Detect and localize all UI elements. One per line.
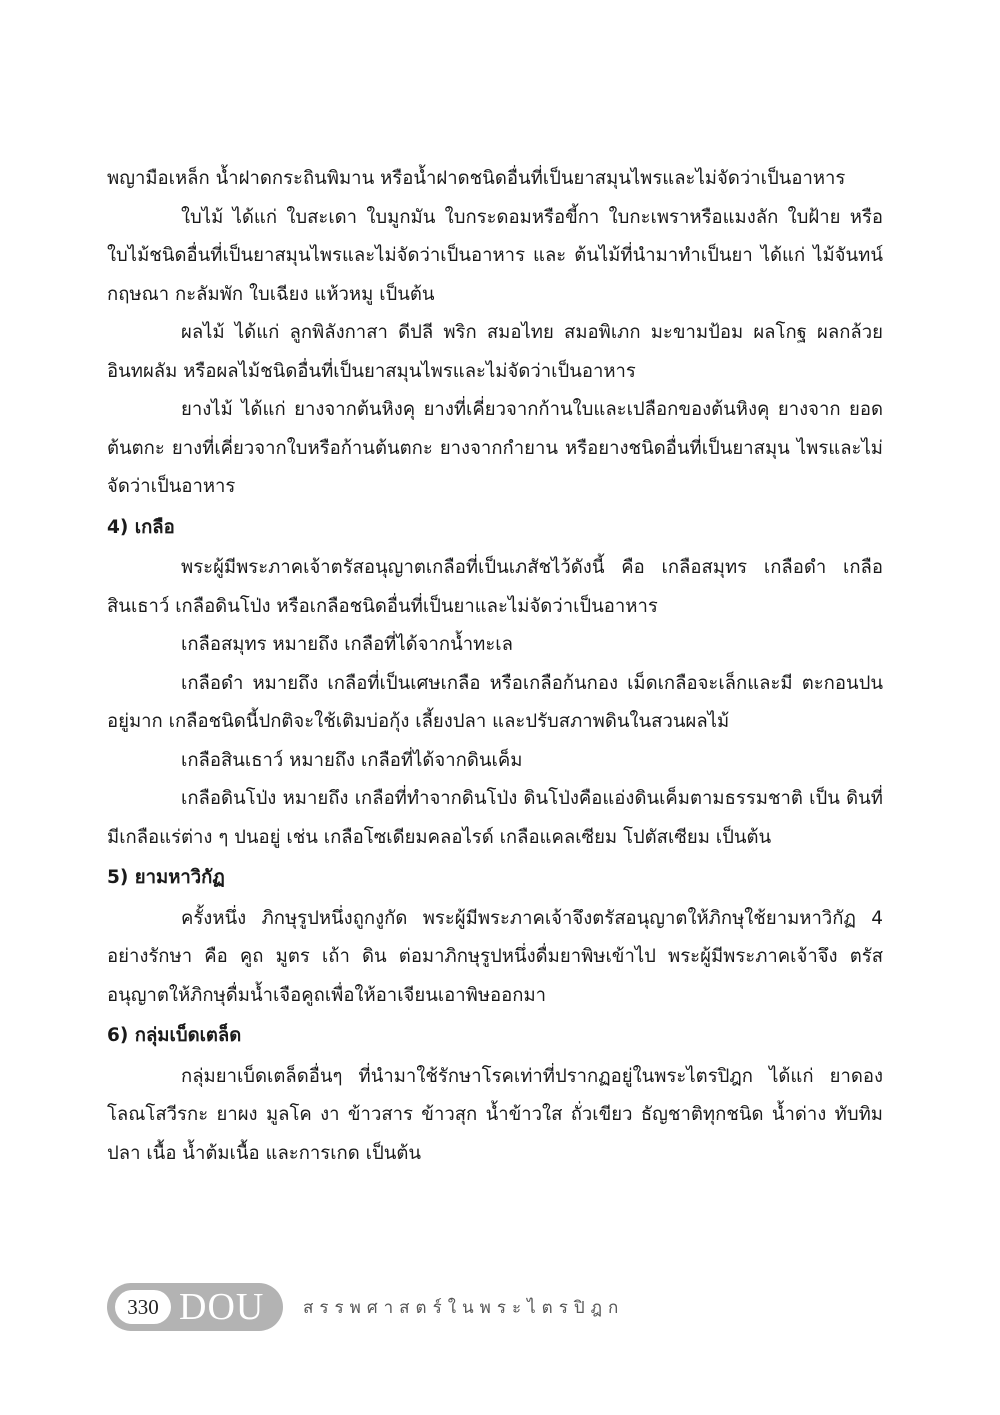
page-body [107, 160, 883, 1173]
section-heading-maha-vikata: 5) ยามหาวิกัฏ [107, 867, 225, 888]
paragraph-maha-vikata: ครั้งหนึ่ง ภิกษุรูปหนึ่งถูกงูกัด พระผู้มีพระภาคเจ้าจึงตรัสอนุญาตให้ภิกษุใช้ยามหาวิกัฏ 4 อย่างรักษา คือ คูถ มูตร เถ้า ดิน ต่อมาภิกษุรูปหนึ่งดื่มยาพิษเข้าไป พระผู้มีพระภาคเจ้าจึง ตรัสอนุญาตให้ภิกษุดื่มน้ำเจือคูถเพื่อให้อาเจียนเอาพิษออกมา [107, 907, 883, 1006]
paragraph-sea-salt: เกลือสมุทร หมายถึง เกลือที่ได้จากน้ำทะเล [181, 634, 513, 655]
paragraph-lick-salt: เกลือดินโป่ง หมายถึง เกลือที่ทำจากดินโป่ง ดินโป่งคือแอ่งดินเค็มตามธรรมชาติ เป็น ดินที่มีเกลือแร่ต่าง ๆ ปนอยู่ เช่น เกลือโซเดียมคลอไรด์ เกลือแคลเซียม โปตัสเซียม เป็นต้น [107, 788, 883, 848]
section-heading-salt: 4) เกลือ [107, 516, 175, 538]
paragraph-salt-intro: พระผู้มีพระภาคเจ้าตรัสอนุญาตเกลือที่เป็นเภสัชไว้ดังนี้ คือ เกลือสมุทร เกลือดำ เกลือ สินเธาว์ เกลือดินโป่ง หรือเกลือชนิดอื่นที่เป็นยาและไม่จัดว่าเป็นอาหาร [107, 557, 883, 617]
paragraph-rock-salt: เกลือสินเธาว์ หมายถึง เกลือที่ได้จากดินเค็ม [181, 749, 523, 771]
paragraph-leaves: ใบไม้ ได้แก่ ใบสะเดา ใบมูกมัน ใบกระดอมหรือขี้กา ใบกะเพราหรือแมงลัก ใบฝ้าย หรือใบไม้ชนิดอื่นที่เป็นยาสมุนไพรและไม่จัดว่าเป็นอาหาร และ ต้นไม้ที่นำมาทำเป็นยา ได้แก่ ไม้จันทน์ กฤษณา กะลัมพัก ใบเฉียง แห้วหมู เป็นต้น [107, 206, 883, 305]
paragraph-black-salt: เกลือดำ หมายถึง เกลือที่เป็นเศษเกลือ หรือเกลือก้นกอง เม็ดเกลือจะเล็กและมี ตะกอนปนอยู่มาก เกลือชนิดนี้ปกติจะใช้เติมบ่อกุ้ง เลี้ยงปลา และปรับสภาพดินในสวนผลไม้ [107, 672, 883, 732]
brand-logo-text: DOU [179, 1286, 265, 1328]
section-heading-miscellaneous: 6) กลุ่มเบ็ดเตล็ด [107, 1025, 242, 1046]
page-number: 330 [115, 1290, 171, 1324]
dou-badge [107, 1283, 283, 1331]
paragraph-fruits: ผลไม้ ได้แก่ ลูกพิลังกาสา ดีปลี พริก สมอไทย สมอพิเภก มะขามป้อม ผลโกฐ ผลกล้วย อินทผลัม หรือผลไม้ชนิดอื่นที่เป็นยาสมุนไพรและไม่จัดว่าเป็นอาหาร [107, 322, 883, 382]
paragraph-astringent-continued: พญามือเหล็ก น้ำฝาดกระถินพิมาน หรือน้ำฝาดชนิดอื่นที่เป็นยาสมุนไพรและไม่จัดว่าเป็นอาหาร [107, 168, 846, 189]
page-footer [107, 1282, 624, 1332]
paragraph-miscellaneous: กลุ่มยาเบ็ดเตล็ดอื่นๆ ที่นำมาใช้รักษาโรคเท่าที่ปรากฏอยู่ในพระไตรปิฎก ได้แก่ ยาดองโลณโสวีรกะ ยาผง มูลโค งา ข้าวสาร ข้าวสุก น้ำข้าวใส ถั่วเขียว ธัญชาติทุกชนิด น้ำด่าง ทับทิม ปลา เนื้อ น้ำต้มเนื้อ และการเกด เป็นต้น [107, 1065, 883, 1164]
book-title: สรรพศาสตร์ในพระไตรปิฎก [303, 1297, 625, 1318]
paragraph-resins: ยางไม้ ได้แก่ ยางจากต้นหิงคุ ยางที่เคี่ยวจากก้านใบและเปลือกของต้นหิงคุ ยางจาก ยอดต้นตกะ ยางที่เคี่ยวจากใบหรือก้านต้นตกะ ยางจากกำยาน หรือยางชนิดอื่นที่เป็นยาสมุน ไพรและไม่จัดว่าเป็นอาหาร [107, 399, 883, 497]
